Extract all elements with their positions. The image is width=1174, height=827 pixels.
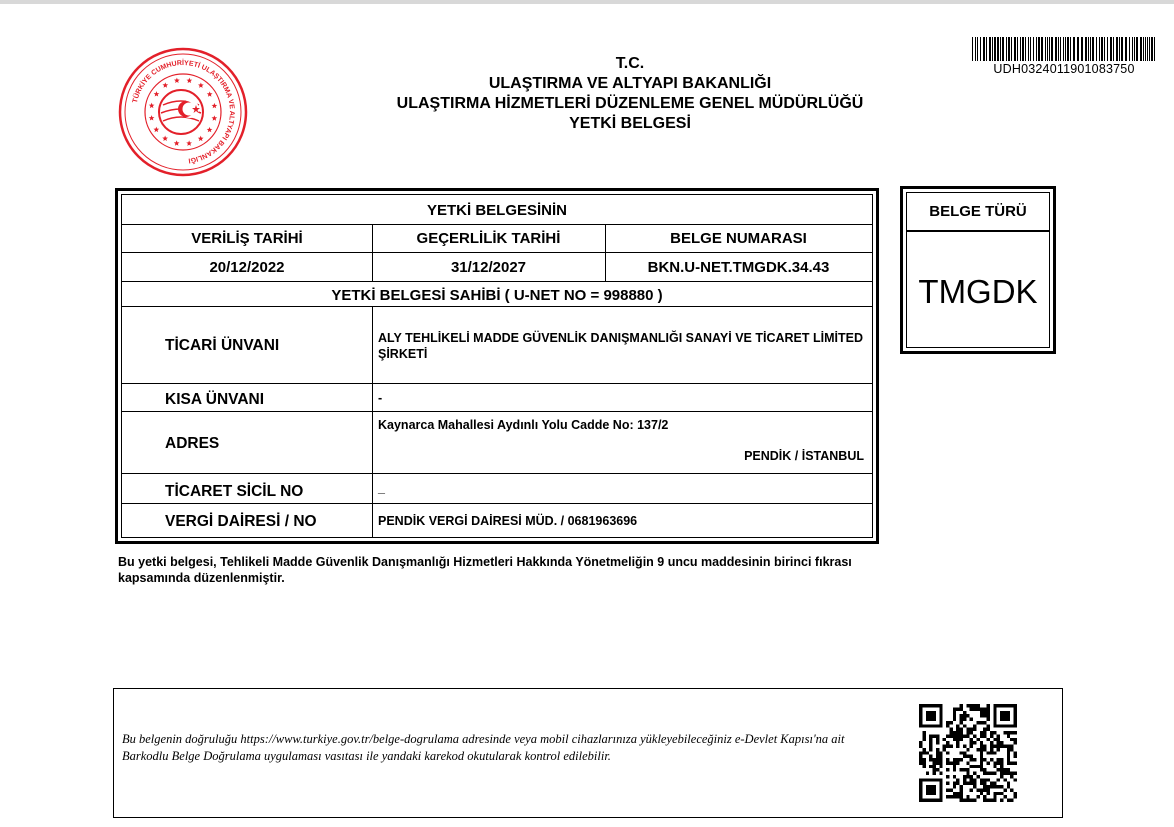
address-value: Kaynarca Mahallesi Aydınlı Yolu Cadde No: 137/2 bbox=[378, 418, 669, 432]
certificate-table bbox=[115, 188, 879, 544]
verification-text: Bu belgenin doğruluğu https://www.turkiye.gov.tr/belge-dogrulama adresinde veya mobil cihazlarınıza yükleyebileceğiniz e-Devlet Kapısı'na ait Barkodlu Belge Doğrulama uygulaması vasıtası ile yandaki karekod okutularak kontrol edilebilir. bbox=[122, 732, 845, 763]
short-name-label: KISA ÜNVANI bbox=[165, 391, 265, 408]
ministry-seal-icon bbox=[118, 47, 248, 177]
document-heading bbox=[330, 54, 930, 134]
document-type-label: BELGE TÜRÜ bbox=[929, 203, 1027, 220]
validity-date-header: GEÇERLİLİK TARİHİ bbox=[416, 230, 561, 247]
regulation-note: Bu yetki belgesi, Tehlikeli Madde Güvenlik Danışmanlığı Hizmetleri Hakkında Yönetmeliğin 9 uncu maddesinin birinci fıkrası kapsamında düzenlenmiştir. bbox=[118, 555, 852, 585]
document-type-box bbox=[900, 186, 1056, 354]
issue-date-header: VERİLİŞ TARİHİ bbox=[191, 230, 303, 247]
tax-office-label: VERGİ DAİRESİ / NO bbox=[165, 513, 317, 530]
barcode-number: UDH0324011901083750 bbox=[993, 62, 1135, 76]
seal-ring-text: TÜRKİYE CUMHURİYETİ ULAŞTIRMA VE ALTYAPI BAKANLIĞI bbox=[131, 59, 236, 164]
short-name-value: - bbox=[378, 391, 383, 405]
heading-ministry: ULAŞTIRMA VE ALTYAPI BAKANLIĞI bbox=[488, 75, 772, 92]
document-type-value: TMGDK bbox=[918, 273, 1038, 310]
trade-name-label: TİCARİ ÜNVANI bbox=[165, 337, 280, 354]
tax-office-value: PENDİK VERGİ DAİRESİ MÜD. / 0681963696 bbox=[378, 514, 638, 528]
trade-name-value: ALY TEHLİKELİ MADDE GÜVENLİK DANIŞMANLIĞI SANAYİ VE TİCARET LİMİTED ŞİRKETİ bbox=[378, 331, 863, 361]
trade-registry-label: TİCARET SİCİL NO bbox=[165, 483, 304, 500]
barcode-icon bbox=[972, 37, 1158, 61]
validity-date-value: 31/12/2027 bbox=[450, 259, 527, 276]
issue-date-value: 20/12/2022 bbox=[209, 259, 285, 276]
holder-title: YETKİ BELGESİ SAHİBİ ( U-NET NO = 998880 ) bbox=[331, 287, 663, 304]
address-city: PENDİK / İSTANBUL bbox=[744, 449, 864, 463]
qr-code-icon[interactable] bbox=[919, 704, 1017, 802]
certificate-number-value: BKN.U-NET.TMGDK.34.43 bbox=[647, 259, 830, 276]
section-title: YETKİ BELGESİNİN bbox=[426, 202, 568, 219]
address-label: ADRES bbox=[165, 435, 220, 452]
verification-box bbox=[113, 688, 1063, 818]
heading-directorate: ULAŞTIRMA HİZMETLERİ DÜZENLEME GENEL MÜDÜRLÜĞÜ bbox=[396, 95, 864, 112]
trade-registry-value: _ bbox=[378, 481, 385, 495]
heading-tc: T.C. bbox=[615, 55, 645, 72]
certificate-number-header: BELGE NUMARASI bbox=[670, 230, 807, 247]
top-edge bbox=[0, 0, 1174, 4]
heading-title: YETKİ BELGESİ bbox=[569, 115, 691, 132]
